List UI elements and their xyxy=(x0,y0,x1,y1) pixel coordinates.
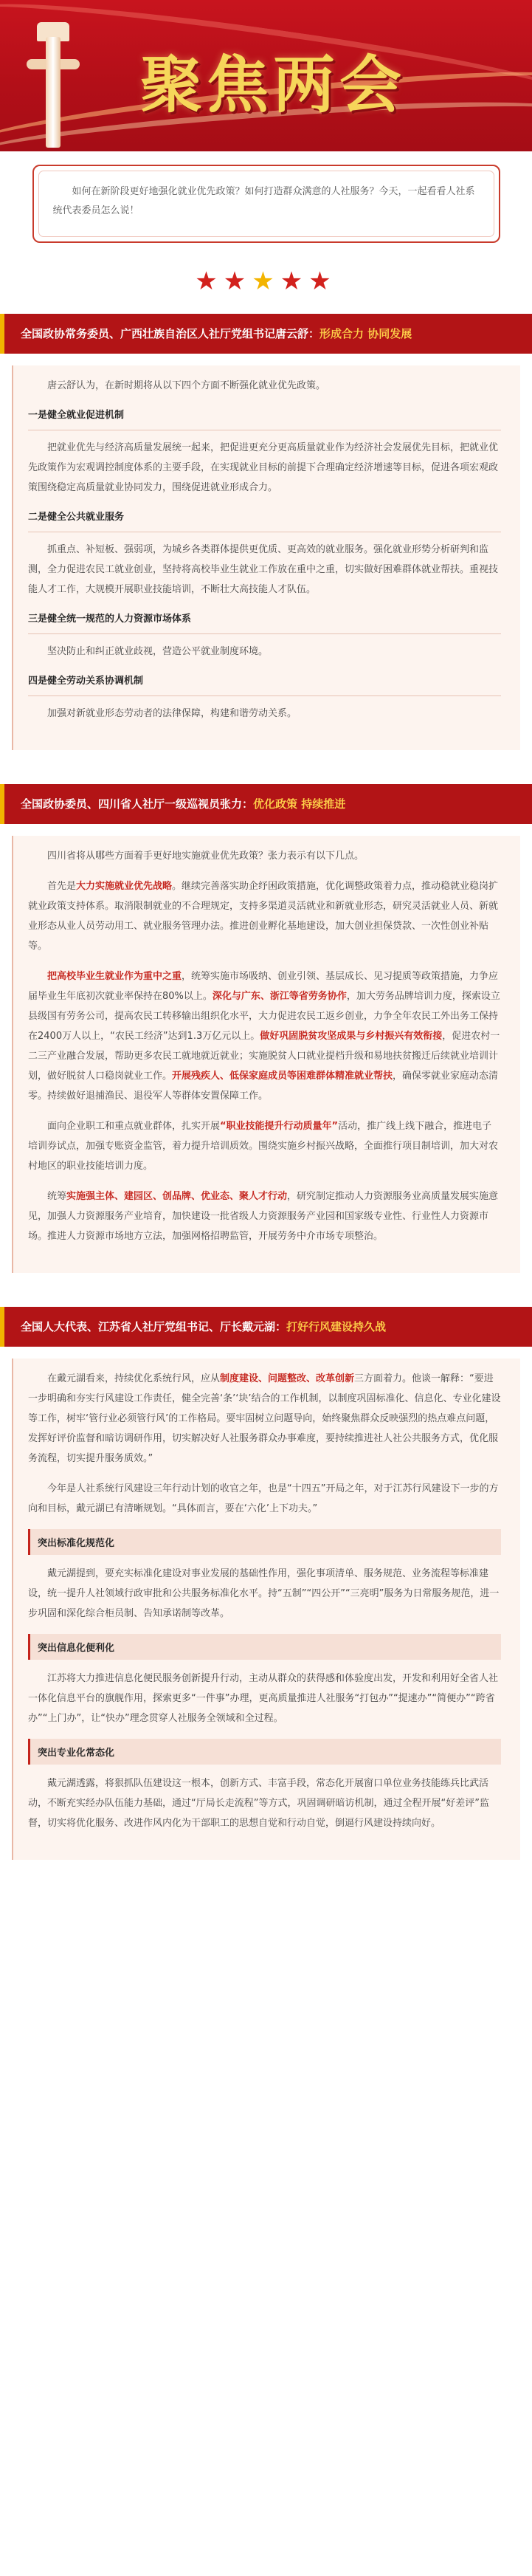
subheading: 二是健全公共就业服务 xyxy=(28,508,501,532)
huabiao-pillar-icon xyxy=(37,15,69,148)
highlight: 制度建设、问题整改、改革创新 xyxy=(220,1373,355,1384)
paragraph: 把就业优先与经济高质量发展统一起来，把促进更充分更高质量就业作为经济社会发展优先目标，把就业优先政策作为宏观调控制度体系的主要手段，在实现就业目标的前提下合理确定经济增速等目标，促进各项宏观政策围绕稳定高质量就业协同发力，围绕促进就业形成合力。 xyxy=(28,442,499,493)
section-speaker: 全国政协委员、四川省人社厅一级巡视员张力： xyxy=(21,797,254,811)
section-theme: 优化政策 持续推进 xyxy=(253,797,346,811)
section-theme: 打好行风建设持久战 xyxy=(286,1320,387,1333)
highlight: 做好巩固脱贫攻坚成果与乡村振兴有效衔接 xyxy=(260,1031,443,1042)
section-header-2 xyxy=(0,784,532,824)
star-icon: ★ xyxy=(280,267,309,296)
section-header-1 xyxy=(0,314,532,354)
star-icon: ★ xyxy=(195,267,224,296)
intro-text: 如何在新阶段更好地强化就业优先政策？如何打造群众满意的人社服务？今天，一起看看人社系统代表委员怎么说！ xyxy=(52,186,475,216)
section-header-3 xyxy=(0,1307,532,1347)
paragraph: 江苏将大力推进信息化便民服务创新提升行动，主动从群众的获得感和体验度出发，开发和利用好全省人社一体化信息平台的旗舰作用，探索更多“一件事”办理，更高质量推进人社服务“打包办”“提速办”“简便办”“跨省办”“上门办”，让“快办”理念贯穿人社服务全领域和全过程。 xyxy=(28,1673,499,1724)
paragraph: 把高校毕业生就业作为重中之重，统筹实施市场吸纳、创业引领、基层成长、见习提质等政策措施，力争应届毕业生年底初次就业率保持在80%以上。深化与广东、浙江等省劳务协作，加大劳务品牌培训力度，探索设立县级国有劳务公司，提高农民工转移输出组织化水平，大力促进农民工返乡创业，力争全年农民工外出务工保持在2400万人以上，“农民工经济”达到1.3万亿元以上。做好巩固脱贫攻坚成果与乡村振兴有效衔接，促进农村一二三产业融合发展，帮助更多农民工就地就近就业；实施脱贫人口就业提档升级和易地扶贫搬迁后续就业培训计划，做好脱贫人口稳岗就业工作。开展残疾人、低保家庭成员等困难群体精准就业帮扶，确保零就业家庭动态清零。持续做好退捕渔民、退役军人等群体安置保障工作。 xyxy=(28,971,500,1102)
section-body-1 xyxy=(12,365,520,750)
star-icon: ★ xyxy=(252,267,280,296)
star-icon: ★ xyxy=(223,267,252,296)
paragraph: 首先是大力实施就业优先战略。继续完善落实助企纾困政策措施，优化调整政策着力点，推动稳就业稳岗扩就业政策支持体系。取消限制就业的不合理规定，支持多渠道灵活就业和新就业形态，研究灵活就业人员、新就业形态从业人员劳动用工、就业服务管理办法。推进创业孵化基地建设，加大创业担保贷款、一次性创业补贴等。 xyxy=(28,881,499,952)
paragraph: 唐云舒认为，在新时期将从以下四个方面不断强化就业优先政策。 xyxy=(47,380,326,391)
paragraph: 面向企业职工和重点就业群体，扎实开展“职业技能提升行动质量年”活动，推广线上线下融合，推进电子培训券试点，加强专账资金监管，着力提升培训质效。围绕实施乡村振兴战略，全面推行项目制培训，加大对农村地区的职业技能培训力度。 xyxy=(28,1121,499,1172)
paragraph: 在戴元湖看来，持续优化系统行风，应从制度建设、问题整改、改革创新三方面着力。他谈一解释：“要进一步明确和夯实行风建设工作责任，健全完善‘条’‘块’结合的工作机制，以制度巩固标准化、信息化、专业化建设等工作，树牢‘管行业必须管行风’的工作格局。要牢固树立问题导向，始终聚焦群众反映强烈的热点难点问题，发挥好评价监督和暗访调研作用，切实解决好人社服务群众办事难度，要持续推进社人社公共服务方式，优化服务流程，切实提升服务质效。” xyxy=(28,1373,501,1464)
paragraph: 戴元湖透露，将狠抓队伍建设这一根本，创新方式、丰富手段，常态化开展窗口单位业务技能练兵比武活动，不断充实经办队伍能力基础，通过“厅局长走流程”等方式，巩固调研暗访机制，通过全程开展“好差评”监督，切实将优化服务、改进作风内化为干部职工的思想自觉和行动自觉，倒逼行风建设持续向好。 xyxy=(28,1778,489,1829)
paragraph: 统筹实施强主体、建园区、创品牌、优业态、聚人才行动，研究制定推动人力资源服务业高质量发展实施意见，加强人力资源服务产业培育，加快建设一批省级人力资源服务产业园和国家级专业性、行业性人力资源市场。推进人力资源市场地方立法，加强网格招聘监管，开展劳务中介市场专项整治。 xyxy=(28,1191,499,1242)
header-banner xyxy=(0,0,532,151)
paragraph: 四川省将从哪些方面着手更好地实施就业优先政策？张力表示有以下几点。 xyxy=(47,851,365,862)
highlight: 开展残疾人、低保家庭成员等困难群体精准就业帮扶 xyxy=(172,1071,393,1082)
paragraph: 戴元湖提到，要充实标准化建设对事业发展的基础性作用，强化事项清单、服务规范、业务流程等标准建设，统一提升人社领域行政审批和公共服务标准化水平。持“五制”“四公开”“三亮明”服务为日常服务规范，进一步巩固和深化综合柜员制、告知承诺制等改革。 xyxy=(28,1568,500,1619)
paragraph: 加强对新就业形态劳动者的法律保障，构建和谐劳动关系。 xyxy=(47,708,297,719)
highlight: 深化与广东、浙江等省劳务协作 xyxy=(212,991,347,1002)
star-divider xyxy=(0,267,532,296)
banner-title: 聚焦两会 xyxy=(140,48,407,121)
subheading: 一是健全就业促进机制 xyxy=(28,406,501,430)
section-body-2 xyxy=(12,836,520,1273)
intro-box xyxy=(32,165,500,243)
paragraph: 坚决防止和纠正就业歧视，营造公平就业制度环境。 xyxy=(47,646,269,657)
paragraph: 抓重点、补短板、强弱项，为城乡各类群体提供更优质、更高效的就业服务。强化就业形势分析研判和监测，全力促进农民工就业创业，坚持将高校毕业生就业工作放在重中之重，切实做好困难群体就业帮扶。重视技能人才工作，大规模开展职业技能培训，不断壮大高技能人才队伍。 xyxy=(28,544,499,595)
highlight: 把高校毕业生就业作为重中之重 xyxy=(47,971,182,982)
star-icon: ★ xyxy=(308,267,337,296)
subheading: 突出标准化规范化 xyxy=(28,1529,501,1555)
subheading: 三是健全统一规范的人力资源市场体系 xyxy=(28,610,501,634)
highlight: 实施强主体、建园区、创品牌、优业态、聚人才行动 xyxy=(66,1191,288,1202)
section-speaker: 全国政协常务委员、广西壮族自治区人社厅党组书记唐云舒： xyxy=(21,327,320,340)
highlight: “职业技能提升行动质量年” xyxy=(220,1121,339,1132)
section-speaker: 全国人大代表、江苏省人社厅党组书记、厅长戴元湖： xyxy=(21,1320,287,1333)
subheading: 突出专业化常态化 xyxy=(28,1739,501,1765)
section-theme: 形成合力 协同发展 xyxy=(319,327,412,340)
subheading: 突出信息化便利化 xyxy=(28,1634,501,1660)
subheading: 四是健全劳动关系协调机制 xyxy=(28,672,501,696)
highlight: 大力实施就业优先战略 xyxy=(76,881,173,892)
section-body-3 xyxy=(12,1359,520,1860)
paragraph: 今年是人社系统行风建设三年行动计划的收官之年，也是“十四五”开局之年，对于江苏行风建设下一步的方向和目标，戴元湖已有清晰规划。“具体而言，要在‘六化’上下功夫。” xyxy=(28,1483,499,1514)
